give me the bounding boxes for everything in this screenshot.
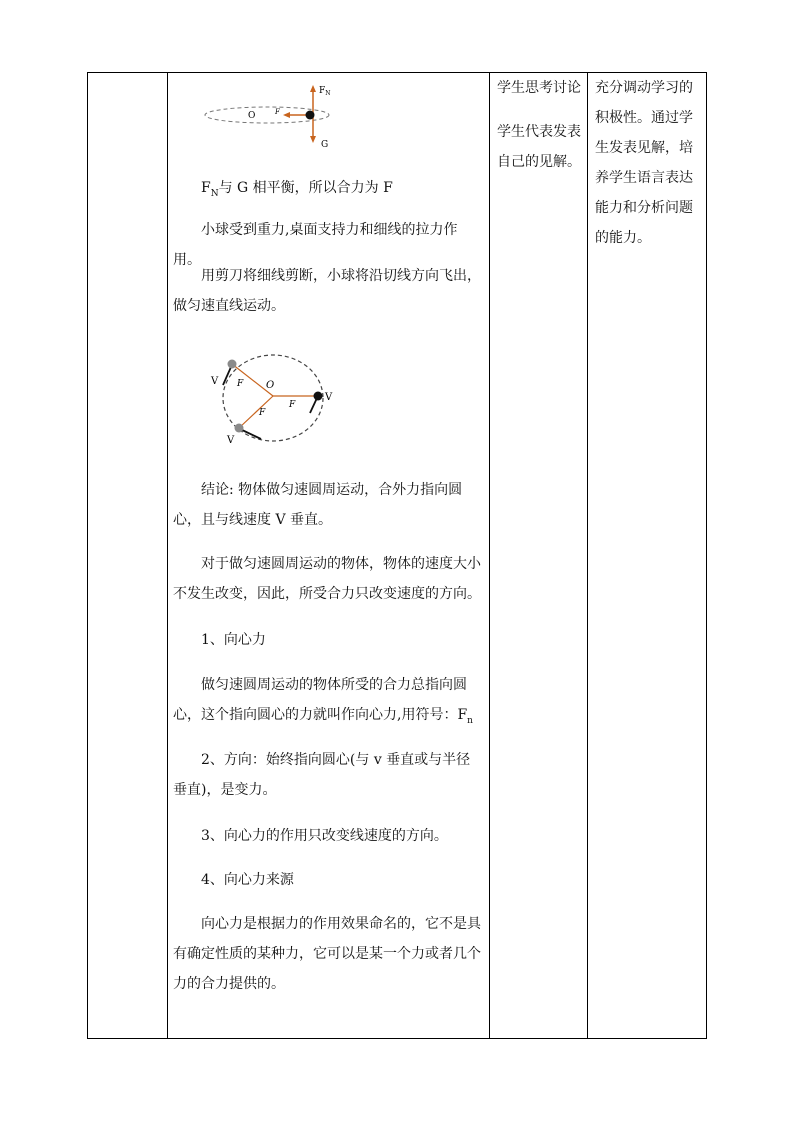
ball-top xyxy=(228,360,237,369)
label-o: O xyxy=(248,111,256,121)
tension-arrowhead xyxy=(283,112,290,118)
ball xyxy=(306,111,315,120)
label-f-mid: F xyxy=(259,408,266,418)
ball-right xyxy=(314,392,323,401)
paragraph: 对于做匀速圆周运动的物体，物体的速度大小不发生改变，因此，所受合力只改变速度的方向。 xyxy=(173,556,481,602)
item-heading-1: 1、向心力 xyxy=(201,632,266,648)
item-heading-4: 4、向心力来源 xyxy=(201,872,294,888)
label-f-right: F xyxy=(289,400,296,410)
label-fn: $F_N$ xyxy=(319,86,331,97)
student-presentation: 学生代表发表自己的见解。 xyxy=(497,124,581,170)
normal-force-arrowhead xyxy=(310,85,316,92)
design-intent-text: 充分调动学习的积极性。通过学生发表见解，培养学生语言表达能力和分析问题的能力。 xyxy=(595,80,693,246)
balance-text: $F_N$与 G 相平衡，所以合力为 F xyxy=(201,180,393,199)
force-diagram-table xyxy=(203,81,353,161)
item-heading-3: 3、向心力的作用只改变线速度的方向。 xyxy=(201,828,448,844)
item-heading-2: 2、方向：始终指向圆心(与 v 垂直或与半径垂直)，是变力。 xyxy=(173,752,471,798)
paragraph: 小球受到重力,桌面支持力和细线的拉力作用。 xyxy=(173,222,458,268)
conclusion-text: 结论: 物体做匀速圆周运动，合外力指向圆心，且与线速度 V 垂直。 xyxy=(173,482,463,528)
ball-bottom xyxy=(235,424,244,433)
label-f-top: F xyxy=(237,379,244,389)
circular-motion-diagram xyxy=(203,351,353,456)
label-g: G xyxy=(321,140,329,150)
label-f: F xyxy=(275,108,280,116)
label-v-left: V xyxy=(211,376,219,387)
label-o: O xyxy=(266,380,275,391)
lesson-table xyxy=(87,72,707,1039)
velocity-vector-bottom xyxy=(240,429,261,439)
force-line-bottom xyxy=(239,396,273,428)
paragraph: 向心力是根据力的作用效果命名的，它不是具有确定性质的某种力，它可以是某一个力或者几个力的合力提供的。 xyxy=(173,916,481,992)
student-activity-column xyxy=(490,73,588,1038)
definition-text: 做匀速圆周运动的物体所受的合力总指向圆心，这个指向圆心的力就叫作向心力,用符号：$F_n$ xyxy=(173,677,473,726)
velocity-vector-right xyxy=(310,398,317,413)
gravity-arrowhead xyxy=(310,136,316,143)
student-discussion: 学生思考讨论 xyxy=(497,80,581,96)
label-v-bottom: V xyxy=(227,435,235,446)
label-v-right: V xyxy=(325,392,333,403)
content-column xyxy=(167,73,489,1038)
design-intent-column xyxy=(588,73,706,1038)
paragraph: 用剪刀将细线剪断，小球将沿切线方向飞出，做匀速直线运动。 xyxy=(173,268,481,314)
